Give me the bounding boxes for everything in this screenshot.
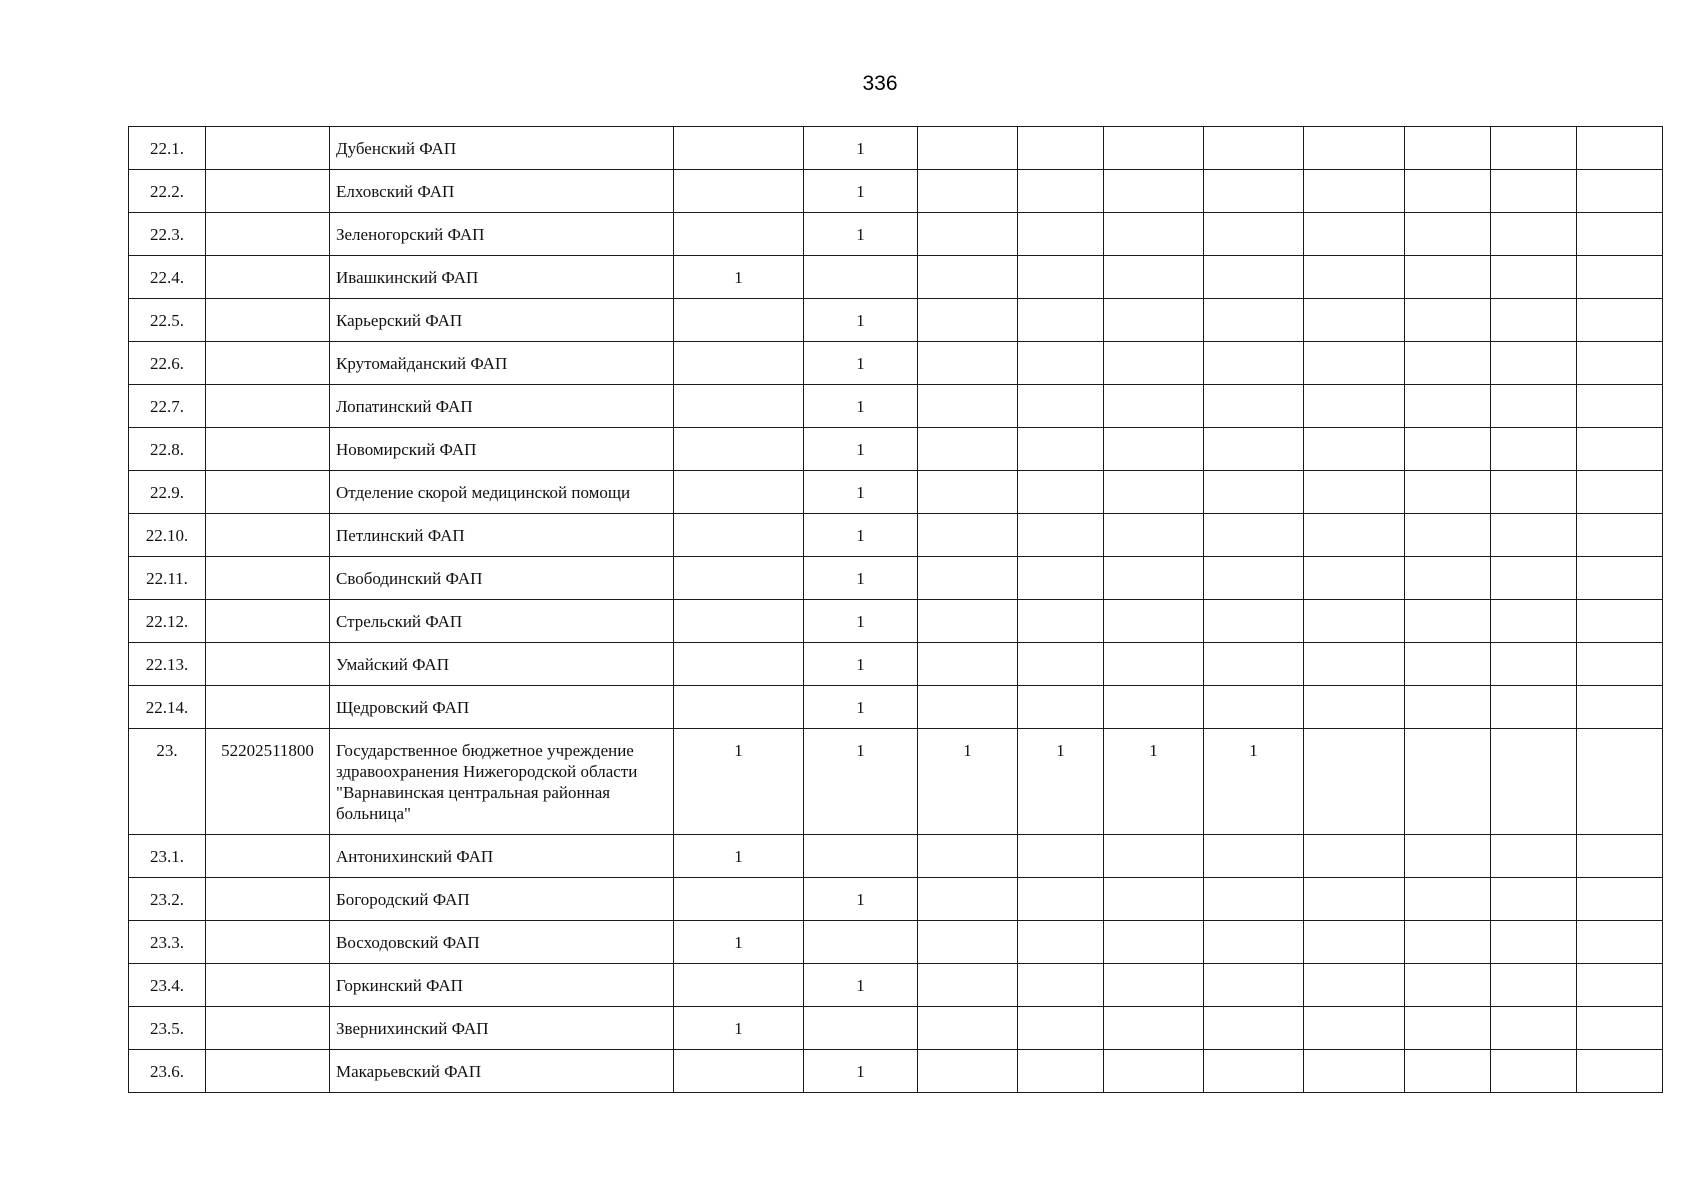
value-cell [918,557,1018,600]
value-cell [1491,921,1577,964]
facility-name-cell: Государственное бюджетное учреждение здравоохранения Нижегородской области "Варнавинская центральная районная больница" [330,729,674,835]
value-cell [918,600,1018,643]
table-row [129,921,1663,964]
value-cell [1405,256,1491,299]
value-cell [1491,299,1577,342]
value-cell [1204,428,1304,471]
value-cell [1204,600,1304,643]
value-cell [1491,342,1577,385]
value-cell [918,342,1018,385]
table-row [129,729,1663,835]
org-code-cell [206,170,330,213]
value-cell [674,127,804,170]
table-row [129,964,1663,1007]
table-row [129,385,1663,428]
value-cell [1104,686,1204,729]
table-row [129,471,1663,514]
value-cell [1204,213,1304,256]
org-code-cell [206,686,330,729]
value-cell [1104,557,1204,600]
value-cell [674,1050,804,1093]
value-cell [1405,342,1491,385]
org-code-cell [206,256,330,299]
value-cell [1018,514,1104,557]
value-cell [1577,514,1663,557]
facility-name-cell: Лопатинский ФАП [330,385,674,428]
table-row [129,428,1663,471]
value-cell [1304,643,1405,686]
table-row [129,878,1663,921]
value-cell [1018,299,1104,342]
value-cell [1104,428,1204,471]
value-cell [1491,686,1577,729]
value-cell [1304,342,1405,385]
value-cell [1204,385,1304,428]
row-number-cell: 23.1. [129,835,206,878]
value-cell [1577,170,1663,213]
value-cell [918,921,1018,964]
table-row [129,686,1663,729]
table-row [129,299,1663,342]
value-cell [1018,643,1104,686]
value-cell: 1 [674,729,804,835]
value-cell [1304,299,1405,342]
value-cell [674,964,804,1007]
value-cell [1577,213,1663,256]
value-cell [1405,878,1491,921]
value-cell: 1 [1018,729,1104,835]
org-code-cell [206,514,330,557]
facility-name-cell: Свободинский ФАП [330,557,674,600]
value-cell [1304,600,1405,643]
value-cell [674,557,804,600]
table-row [129,1007,1663,1050]
facility-name-cell: Восходовский ФАП [330,921,674,964]
value-cell [1491,514,1577,557]
value-cell [1405,299,1491,342]
value-cell [1018,256,1104,299]
value-cell [674,471,804,514]
value-cell [1018,127,1104,170]
value-cell [1304,471,1405,514]
value-cell [674,170,804,213]
value-cell [674,213,804,256]
value-cell [1577,385,1663,428]
value-cell [674,514,804,557]
value-cell [674,878,804,921]
value-cell [1577,643,1663,686]
value-cell [1577,600,1663,643]
value-cell [1491,213,1577,256]
value-cell [1304,127,1405,170]
value-cell [1405,921,1491,964]
value-cell [1104,643,1204,686]
value-cell [804,1007,918,1050]
value-cell: 1 [804,428,918,471]
facility-name-cell: Стрельский ФАП [330,600,674,643]
value-cell [918,385,1018,428]
org-code-cell [206,471,330,514]
value-cell [1204,1007,1304,1050]
value-cell [918,428,1018,471]
value-cell [1491,385,1577,428]
value-cell [1304,514,1405,557]
row-number-cell: 22.3. [129,213,206,256]
value-cell [918,643,1018,686]
row-number-cell: 22.9. [129,471,206,514]
row-number-cell: 23.4. [129,964,206,1007]
facility-name-cell: Елховский ФАП [330,170,674,213]
value-cell: 1 [804,213,918,256]
value-cell [1104,127,1204,170]
table-row [129,643,1663,686]
value-cell [1577,342,1663,385]
value-cell [1304,686,1405,729]
facility-name-cell: Крутомайданский ФАП [330,342,674,385]
facility-name-cell: Горкинский ФАП [330,964,674,1007]
value-cell [1204,835,1304,878]
value-cell [1018,428,1104,471]
facility-name-cell: Карьерский ФАП [330,299,674,342]
value-cell: 1 [804,600,918,643]
value-cell [1018,964,1104,1007]
row-number-cell: 22.11. [129,557,206,600]
value-cell: 1 [1104,729,1204,835]
value-cell [1577,557,1663,600]
facility-name-cell: Антонихинский ФАП [330,835,674,878]
row-number-cell: 23.6. [129,1050,206,1093]
facility-name-cell: Зеленогорский ФАП [330,213,674,256]
row-number-cell: 22.6. [129,342,206,385]
value-cell [1577,428,1663,471]
value-cell [1577,471,1663,514]
facility-name-cell: Отделение скорой медицинской помощи [330,471,674,514]
value-cell [1491,878,1577,921]
org-code-cell [206,878,330,921]
value-cell [918,686,1018,729]
value-cell [1204,1050,1304,1093]
value-cell [918,170,1018,213]
value-cell: 1 [804,643,918,686]
value-cell: 1 [674,921,804,964]
row-number-cell: 22.5. [129,299,206,342]
value-cell [918,471,1018,514]
value-cell [1405,686,1491,729]
row-number-cell: 22.10. [129,514,206,557]
value-cell [1577,964,1663,1007]
value-cell [1018,213,1104,256]
org-code-cell [206,600,330,643]
row-number-cell: 22.12. [129,600,206,643]
value-cell [1104,1050,1204,1093]
value-cell [1104,213,1204,256]
row-number-cell: 22.2. [129,170,206,213]
table-row [129,514,1663,557]
table-row [129,256,1663,299]
value-cell [1204,686,1304,729]
facility-name-cell: Новомирский ФАП [330,428,674,471]
facility-name-cell: Ивашкинский ФАП [330,256,674,299]
value-cell [1104,170,1204,213]
value-cell: 1 [1204,729,1304,835]
org-code-cell [206,213,330,256]
org-code-cell [206,385,330,428]
value-cell [804,835,918,878]
value-cell [1104,600,1204,643]
value-cell [1405,600,1491,643]
value-cell [1018,342,1104,385]
value-cell [1405,835,1491,878]
value-cell [1018,385,1104,428]
value-cell [1491,643,1577,686]
value-cell [1304,878,1405,921]
value-cell [1405,385,1491,428]
value-cell [1405,964,1491,1007]
value-cell [1104,964,1204,1007]
value-cell [1405,514,1491,557]
table-row [129,835,1663,878]
value-cell [1204,170,1304,213]
value-cell [1577,1050,1663,1093]
value-cell [674,299,804,342]
value-cell [918,213,1018,256]
value-cell [1204,964,1304,1007]
value-cell [1204,643,1304,686]
value-cell [1491,471,1577,514]
value-cell [1018,471,1104,514]
row-number-cell: 22.13. [129,643,206,686]
value-cell [1304,256,1405,299]
value-cell [1577,835,1663,878]
row-number-cell: 22.14. [129,686,206,729]
value-cell [1018,835,1104,878]
value-cell [1491,256,1577,299]
row-number-cell: 22.1. [129,127,206,170]
value-cell: 1 [804,342,918,385]
value-cell [1577,878,1663,921]
value-cell [1104,342,1204,385]
value-cell [1577,686,1663,729]
value-cell [1104,1007,1204,1050]
org-code-cell [206,299,330,342]
value-cell [1018,686,1104,729]
value-cell: 1 [804,878,918,921]
value-cell [1104,878,1204,921]
value-cell: 1 [804,514,918,557]
table-row [129,557,1663,600]
facilities-table [128,126,1663,1093]
value-cell [1104,256,1204,299]
value-cell [674,643,804,686]
value-cell [1405,213,1491,256]
value-cell [1018,557,1104,600]
facility-name-cell: Щедровский ФАП [330,686,674,729]
org-code-cell [206,127,330,170]
table-row [129,1050,1663,1093]
value-cell [674,342,804,385]
value-cell [1204,127,1304,170]
value-cell [918,127,1018,170]
value-cell [918,835,1018,878]
value-cell [804,256,918,299]
value-cell: 1 [804,471,918,514]
row-number-cell: 22.4. [129,256,206,299]
value-cell [1104,514,1204,557]
value-cell [674,686,804,729]
value-cell [1491,428,1577,471]
value-cell [1018,1050,1104,1093]
value-cell: 1 [674,1007,804,1050]
value-cell: 1 [674,256,804,299]
value-cell [918,256,1018,299]
value-cell [1304,428,1405,471]
value-cell [1204,514,1304,557]
value-cell [1304,385,1405,428]
value-cell: 1 [804,385,918,428]
value-cell [1204,557,1304,600]
value-cell: 1 [804,557,918,600]
value-cell [1405,557,1491,600]
table-row [129,213,1663,256]
value-cell [1491,964,1577,1007]
value-cell: 1 [804,127,918,170]
value-cell [1018,1007,1104,1050]
value-cell [1018,878,1104,921]
table-row [129,127,1663,170]
value-cell [1304,170,1405,213]
value-cell [1204,878,1304,921]
table-row [129,342,1663,385]
value-cell [918,1050,1018,1093]
row-number-cell: 23.2. [129,878,206,921]
value-cell [674,385,804,428]
org-code-cell [206,342,330,385]
value-cell [1577,299,1663,342]
org-code-cell [206,835,330,878]
value-cell: 1 [674,835,804,878]
value-cell: 1 [804,729,918,835]
value-cell [1204,342,1304,385]
value-cell [1577,921,1663,964]
value-cell [1405,471,1491,514]
value-cell [1491,1050,1577,1093]
value-cell [1491,127,1577,170]
org-code-cell [206,1007,330,1050]
value-cell: 1 [804,170,918,213]
row-number-cell: 23.3. [129,921,206,964]
value-cell [1304,557,1405,600]
value-cell: 1 [804,1050,918,1093]
value-cell [1018,170,1104,213]
value-cell [918,878,1018,921]
facility-name-cell: Дубенский ФАП [330,127,674,170]
value-cell [674,600,804,643]
value-cell [674,428,804,471]
value-cell [1491,600,1577,643]
value-cell [1304,964,1405,1007]
value-cell [1491,1007,1577,1050]
org-code-cell [206,428,330,471]
row-number-cell: 22.7. [129,385,206,428]
org-code-cell: 52202511800 [206,729,330,835]
value-cell [1204,471,1304,514]
facility-name-cell: Звернихинский ФАП [330,1007,674,1050]
value-cell: 1 [804,686,918,729]
facility-name-cell: Умайский ФАП [330,643,674,686]
value-cell [918,964,1018,1007]
value-cell [1104,385,1204,428]
value-cell: 1 [804,964,918,1007]
value-cell [1405,1050,1491,1093]
value-cell [1104,299,1204,342]
value-cell [1491,835,1577,878]
value-cell [1405,428,1491,471]
value-cell [1304,1050,1405,1093]
facility-name-cell: Макарьевский ФАП [330,1050,674,1093]
value-cell [1577,256,1663,299]
org-code-cell [206,557,330,600]
table-body [129,127,1663,1093]
value-cell [1491,729,1577,835]
facility-name-cell: Петлинский ФАП [330,514,674,557]
value-cell: 1 [804,299,918,342]
table-row [129,600,1663,643]
org-code-cell [206,1050,330,1093]
value-cell [1304,213,1405,256]
facility-name-cell: Богородский ФАП [330,878,674,921]
org-code-cell [206,964,330,1007]
value-cell [1405,729,1491,835]
org-code-cell [206,921,330,964]
row-number-cell: 22.8. [129,428,206,471]
row-number-cell: 23. [129,729,206,835]
value-cell: 1 [918,729,1018,835]
value-cell [1405,643,1491,686]
value-cell [804,921,918,964]
value-cell [1204,299,1304,342]
value-cell [1104,921,1204,964]
value-cell [1304,921,1405,964]
value-cell [1405,1007,1491,1050]
value-cell [1304,1007,1405,1050]
value-cell [1104,471,1204,514]
value-cell [1204,921,1304,964]
value-cell [918,1007,1018,1050]
value-cell [918,299,1018,342]
value-cell [1104,835,1204,878]
value-cell [1304,835,1405,878]
value-cell [1577,1007,1663,1050]
org-code-cell [206,643,330,686]
table-row [129,170,1663,213]
page-number: 336 [862,72,898,95]
value-cell [1491,170,1577,213]
row-number-cell: 23.5. [129,1007,206,1050]
value-cell [1577,729,1663,835]
value-cell [1304,729,1405,835]
value-cell [1204,256,1304,299]
value-cell [1405,170,1491,213]
value-cell [1018,921,1104,964]
value-cell [1577,127,1663,170]
value-cell [1018,600,1104,643]
value-cell [918,514,1018,557]
value-cell [1405,127,1491,170]
value-cell [1491,557,1577,600]
